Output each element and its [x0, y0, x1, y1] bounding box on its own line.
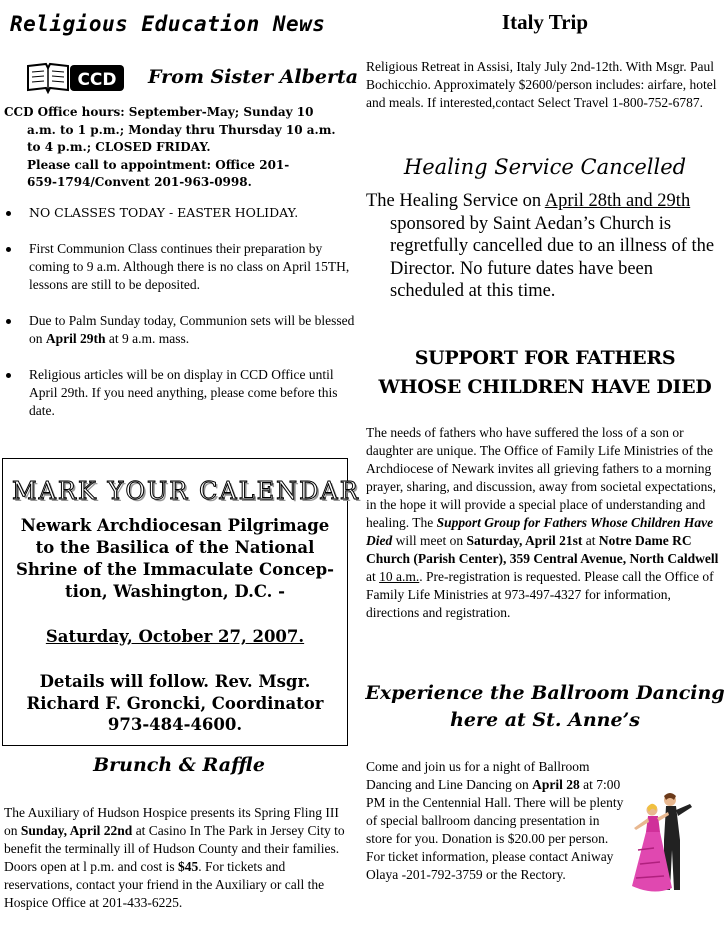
announcement-list	[0, 204, 356, 438]
brunch-raffle-heading: Brunch & Raffle	[93, 754, 265, 776]
office-hours-line: to 4 p.m.; CLOSED FRIDAY.	[27, 140, 211, 154]
healing-service-heading: Healing Service Cancelled	[403, 155, 687, 179]
list-item: Religious articles will be on display in CCD Office until April 29th. If you need anything, please come before this date.	[0, 366, 356, 420]
bullet-icon	[6, 319, 11, 324]
pilgrimage-details: Details will follow. Rev. Msgr. Richard F. Groncki, Coordinator 973-484-4600.	[26, 672, 324, 734]
office-hours-line: CCD Office hours: September-May; Sunday 10	[4, 105, 314, 119]
sister-alberta-header	[26, 60, 359, 96]
calendar-title: MARK YOUR CALENDAR	[12, 477, 360, 505]
list-item: First Communion Class continues their preparation by coming to 9 a.m. Although there is no class on April 15TH, lessons are still to be deposited.	[0, 240, 356, 294]
healing-service-text: The Healing Service on April 28th and 29th sponsored by Saint Aedan’s Church is regretfully cancelled due to an illness of the Director. No future dates have been scheduled at this time.	[366, 191, 715, 301]
office-hours-line: Please call to appointment: Office 201-	[27, 157, 290, 172]
pilgrimage-date: Saturday, October 27, 2007.	[45, 627, 305, 646]
support-fathers-heading: SUPPORT FOR FATHERS WHOSE CHILDREN HAVE DIED	[378, 347, 712, 398]
mark-your-calendar-box	[2, 458, 360, 746]
bullet-icon	[6, 247, 11, 252]
ballroom-dancing-heading: Experience the Ballroom Dancing here at St. Anne’s	[365, 682, 725, 731]
list-item: Due to Palm Sunday today, Communion sets will be blessed on April 29th at 9 a.m. mass.	[0, 312, 356, 348]
italy-trip-text: Religious Retreat in Assisi, Italy July 2nd-12th. With Msgr. Paul Bochicchio. Approximately $2600/person includes: airfare, hotel and meals. If interested,contact Select Travel 1-800-752-6787.	[366, 59, 717, 110]
ccd-book-logo	[26, 60, 126, 94]
ballroom-dancing-text: Come and join us for a night of Ballroom Dancing and Line Dancing on April 28 at 7:00 PM in the Centennial Hall. There will be plenty of special ballroom dancing presentation in store for you. Donation is $20.00 per person. For ticket information, please contact Aniway Olaya -201-792-3759 or the Rectory.	[366, 759, 624, 882]
italy-trip-heading: Italy Trip	[501, 10, 589, 34]
pilgrimage-description: Newark Archdiocesan Pilgrimage to the Basilica of the National Shrine of the Immaculate Concep- tion, Washington, D.C. -	[15, 516, 335, 601]
support-fathers-text: The needs of fathers who have suffered the loss of a son or daughter are unique. The Office of Family Life Ministries of the Archdiocese of Newark invites all grieving fathers to a morning prayer, sharing, and discussion, away from societal expectations, in the hope it will provide a special place of understanding and healing. The Support Group for Fathers Whose Children Have Died will meet on Saturday, April 21st at Notre Dame RC Church (Parish Center), 359 Central Avenue, North Caldwell at 10 a.m.. Pre-registration is requested. Please call the Office of Family Life Ministries at 973-497-4327 for information, directions and registration.	[366, 425, 719, 620]
office-hours-line: 659-1794/Convent 201-963-0998.	[27, 175, 252, 189]
list-item: NO CLASSES TODAY - EASTER HOLIDAY.	[0, 204, 356, 222]
section-title-religious-education: Religious Education News	[10, 12, 326, 36]
sister-alberta-heading: From Sister Alberta	[148, 66, 359, 88]
bullet-icon	[6, 211, 11, 216]
ccd-office-hours	[4, 104, 356, 192]
ccd-logo-text: CCD	[77, 70, 117, 90]
bullet-icon	[6, 373, 11, 378]
office-hours-line: a.m. to 1 p.m.; Monday thru Thursday 10 a.m.	[27, 122, 336, 137]
brunch-raffle-text: The Auxiliary of Hudson Hospice presents its Spring Fling III on Sunday, April 22nd at Casino In The Park in Jersey City to benefit the terminally ill of Hudson County and their families. Doors open at l p.m. and cost is $45. For tickets and reservations, contact your friend in the Auxiliary or call the Hospice Office at 201-433-6225.	[4, 805, 345, 910]
ballroom-dancers-image	[624, 790, 704, 900]
